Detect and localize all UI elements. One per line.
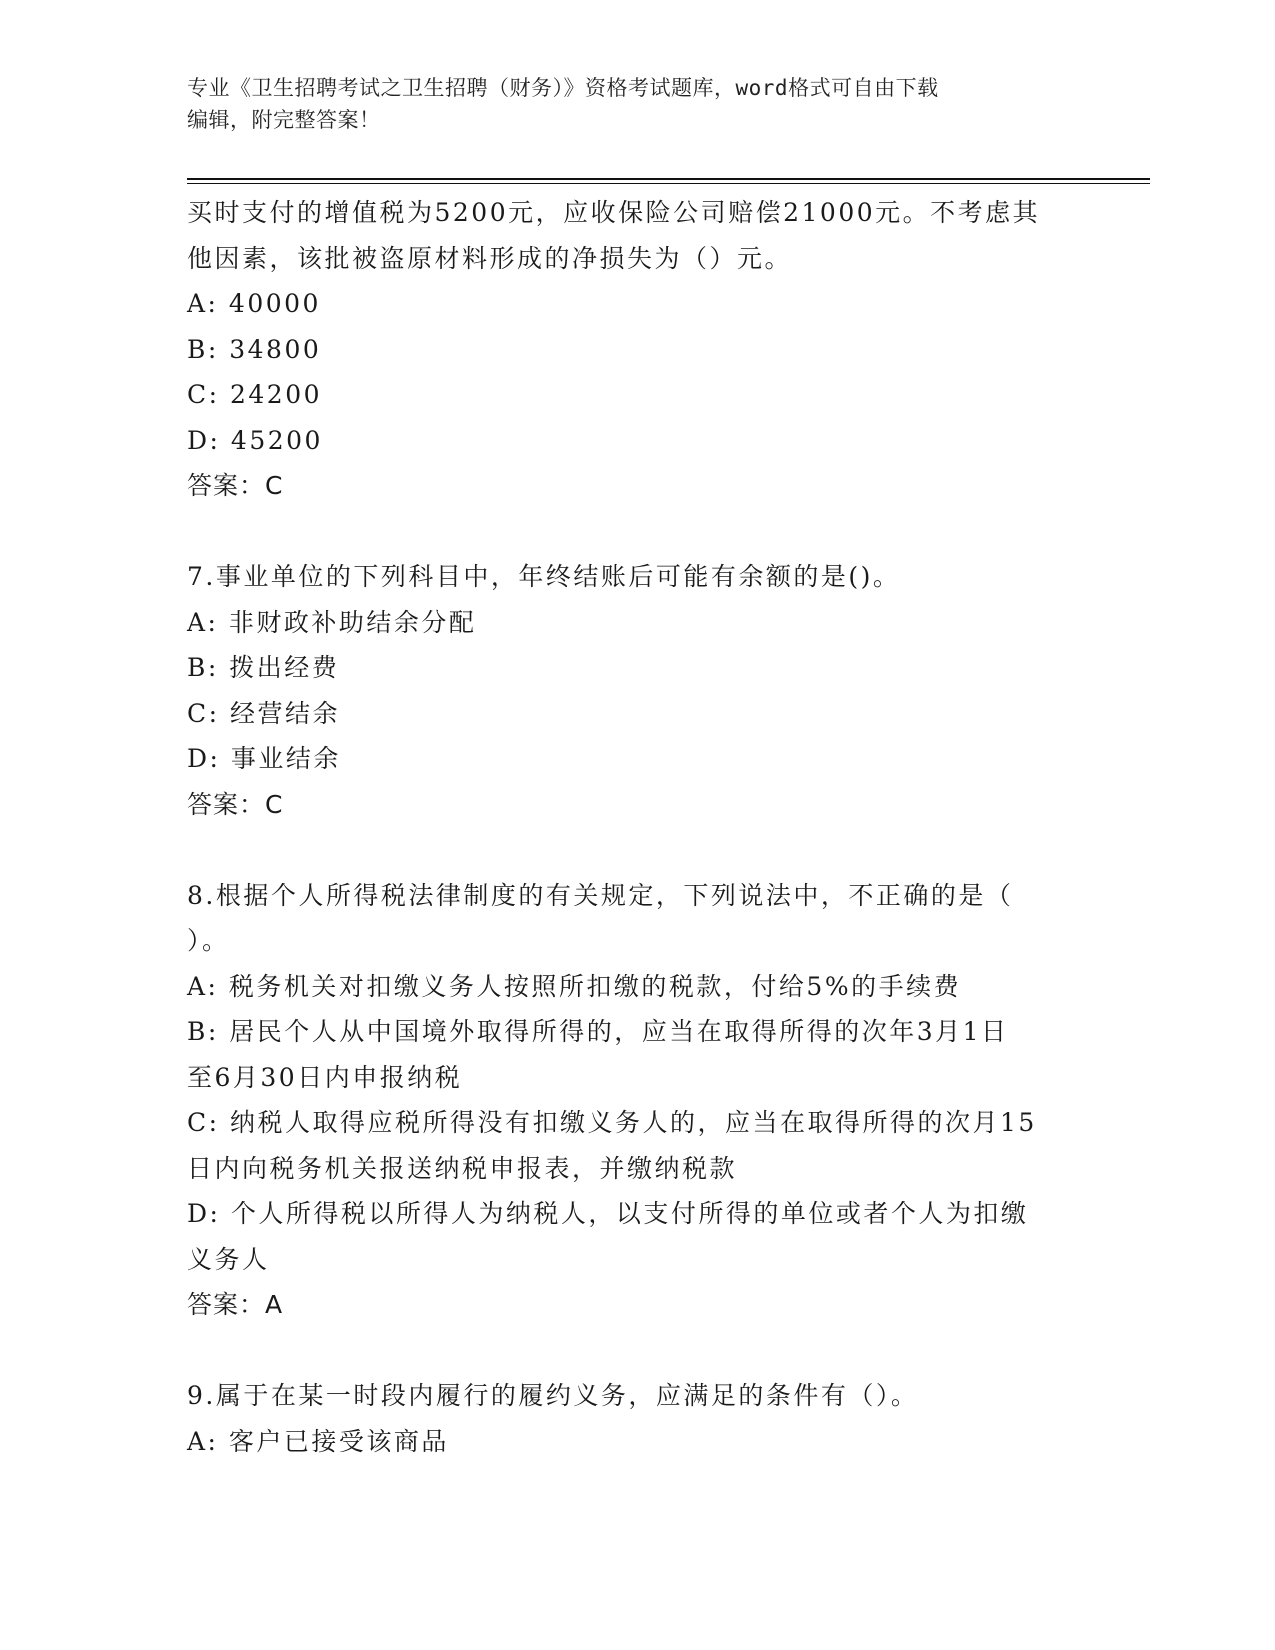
option-d: D: 个人所得税以所得人为纳税人，以支付所得的单位或者个人为扣缴 <box>187 1199 1029 1228</box>
option-d: D: 45200 <box>187 425 323 455</box>
question-9 <box>187 1373 1087 1464</box>
header-rule-thick <box>187 178 1150 180</box>
question-7 <box>187 554 1087 827</box>
answer-label: 答案：C <box>187 789 284 819</box>
question-stem-line: 9.属于在某一时段内履行的履约义务，应满足的条件有（）。 <box>187 1381 919 1410</box>
option-b-continued: 至6月30日内申报纳税 <box>187 1062 463 1092</box>
option-a: A: 税务机关对扣缴义务人按照所扣缴的税款，付给5%的手续费 <box>187 971 962 1001</box>
option-c: C: 纳税人取得应税所得没有扣缴义务人的，应当在取得所得的次月15 <box>187 1108 1037 1137</box>
question-6 <box>187 190 1087 509</box>
option-a: A: 40000 <box>187 289 321 318</box>
option-c: C: 24200 <box>187 380 323 409</box>
header-line-2: 编辑，附完整答案！ <box>187 108 381 132</box>
question-stem-line: 8.根据个人所得税法律制度的有关规定，下列说法中，不正确的是（ <box>187 880 1014 910</box>
question-8 <box>187 873 1087 1328</box>
spacer <box>187 827 1087 873</box>
option-b: B: 拨出经费 <box>187 653 340 682</box>
header-line-1: 专业《卫生招聘考试之卫生招聘（财务）》资格考试题库，word格式可自由下载 <box>187 76 939 100</box>
option-b: B: 34800 <box>187 334 322 364</box>
option-c-continued: 日内向税务机关报送纳税申报表，并缴纳税款 <box>187 1153 738 1183</box>
option-c: C: 经营结余 <box>187 698 340 728</box>
question-stem-line: 买时支付的增值税为5200元，应收保险公司赔偿21000元。不考虑其 <box>187 198 1041 227</box>
option-a: A: 非财政补助结余分配 <box>187 607 477 637</box>
page-header <box>187 72 1087 136</box>
answer-label: 答案：A <box>187 1290 284 1319</box>
option-a: A: 客户已接受该商品 <box>187 1426 449 1456</box>
spacer <box>187 509 1087 555</box>
option-d-continued: 义务人 <box>187 1244 270 1274</box>
question-stem-line: ）。 <box>187 926 230 955</box>
answer-label: 答案：C <box>187 471 284 500</box>
question-content <box>187 190 1087 1464</box>
question-stem-line: 他因素，该批被盗原材料形成的净损失为（）元。 <box>187 243 793 273</box>
header-rule-thin <box>187 183 1150 184</box>
question-stem-line: 7.事业单位的下列科目中，年终结账后可能有余额的是()。 <box>187 562 901 591</box>
spacer <box>187 1328 1087 1374</box>
option-b: B: 居民个人从中国境外取得所得的，应当在取得所得的次年3月1日 <box>187 1017 1009 1046</box>
option-d: D: 事业结余 <box>187 744 341 773</box>
